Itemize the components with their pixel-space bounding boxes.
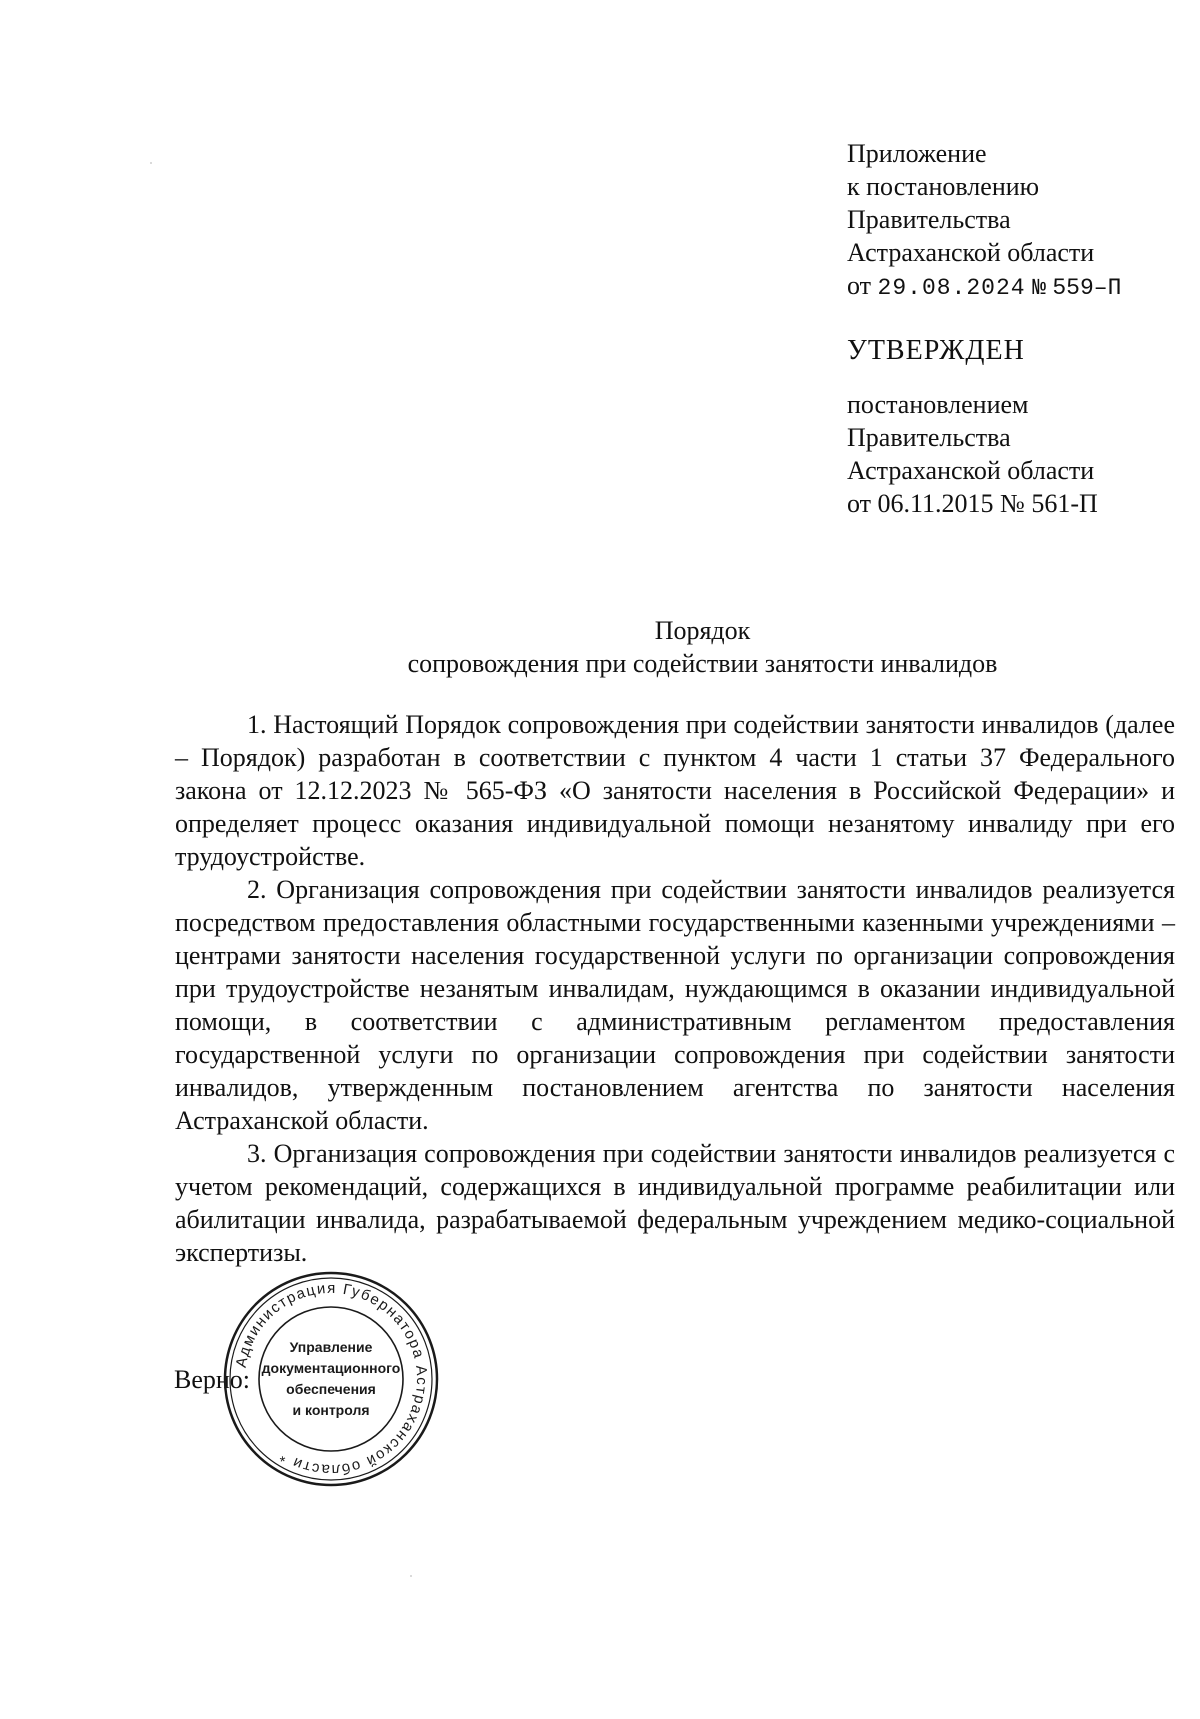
appendix-line: Правительства — [847, 205, 1011, 234]
document-body — [175, 708, 1175, 1269]
scan-speck — [410, 1575, 412, 1577]
approved-line: Правительства — [847, 423, 1011, 452]
resolution-date: 29.08.2024 — [877, 275, 1026, 301]
appendix-date-line — [847, 269, 1177, 305]
approved-block — [847, 388, 1177, 520]
stamp-line: Управление — [289, 1339, 373, 1355]
title-line: Порядок — [654, 616, 751, 645]
approved-line: от 06.11.2015 № 561-П — [847, 489, 1098, 518]
paragraph: 2. Организация сопровождения при содействии занятости инвалидов реализуется посредством предоставления областными государственными казенными учреждениями – центрами занятости населения государственной услуги по организации сопровождения при трудоустройстве незанятым инвалидам, нуждающимся в оказании индивидуальной помощи, в соответствии с административным регламентом предоставления государственной услуги по организации сопровождения при содействии занятости инвалидов, утвержденным постановлением агентства по занятости населения Астраханской области. — [175, 875, 1175, 1135]
stamp-line: обеспечения — [286, 1381, 376, 1397]
paragraph: 3. Организация сопровождения при содействии занятости инвалидов реализуется с учетом рекомендаций, содержащихся в индивидуальной программе реабилитации или абилитации инвалида, разрабатываемой федеральным учреждением медико-социальной экспертизы. — [175, 1139, 1175, 1267]
appendix-line: Приложение — [847, 139, 987, 168]
appendix-header — [847, 137, 1177, 305]
stamp-ring-text: Администрация Губернатора Астраханской области * — [232, 1279, 431, 1479]
resolution-number: 559–П — [1052, 275, 1122, 301]
document-title — [175, 614, 1200, 680]
approved-line: постановлением — [847, 390, 1029, 419]
stamp-center-text — [222, 1270, 440, 1488]
number-sign: № — [1032, 275, 1046, 301]
certified-label: Верно: — [174, 1365, 251, 1394]
appendix-line: Астраханской области — [847, 238, 1095, 267]
official-stamp — [222, 1270, 440, 1488]
appendix-line: к постановлению — [847, 172, 1040, 201]
stamp-line: документационного — [261, 1360, 401, 1376]
approved-line: Астраханской области — [847, 456, 1095, 485]
approved-title: УТВЕРЖДЕН — [847, 335, 1025, 366]
date-prefix: от — [847, 271, 872, 300]
title-line: сопровождения при содействии занятости инвалидов — [407, 649, 998, 678]
paragraph: 1. Настоящий Порядок сопровождения при содействии занятости инвалидов (далее – Порядок) разработан в соответствии с пунктом 4 части 1 статьи 37 Федерального закона от 12.12.2023 № 565-ФЗ «О занятости населения в Российской Федерации» и определяет процесс оказания индивидуальной помощи незанятому инвалиду при его трудоустройстве. — [175, 710, 1175, 871]
stamp-line: и контроля — [292, 1402, 370, 1418]
scan-speck — [150, 162, 152, 164]
